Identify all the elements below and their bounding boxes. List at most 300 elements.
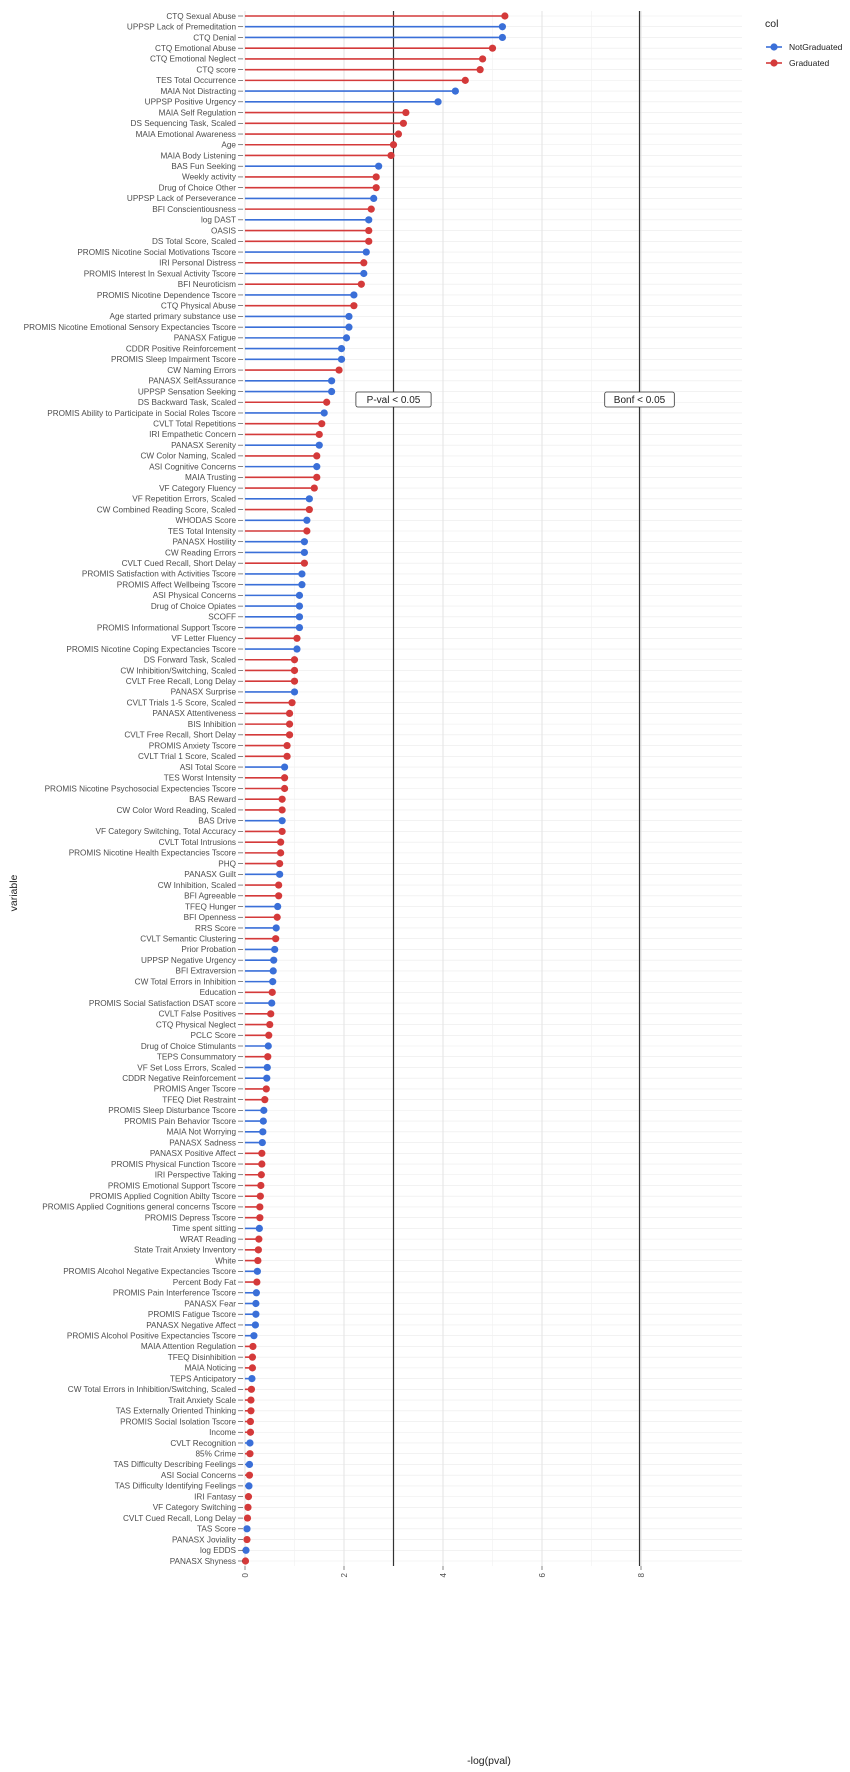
- data-point: [261, 1096, 268, 1103]
- data-point: [279, 796, 286, 803]
- variable-label: PROMIS Anger Tscore: [153, 1084, 236, 1094]
- variable-label: VF Category Switching: [152, 1503, 236, 1513]
- variable-label: MAIA Noticing: [184, 1363, 236, 1373]
- variable-label: MAIA Emotional Awareness: [135, 129, 236, 139]
- data-point: [258, 1160, 265, 1167]
- data-point: [306, 506, 313, 513]
- legend: [765, 18, 843, 68]
- variable-label: RRS Score: [195, 923, 236, 933]
- data-point: [259, 1128, 266, 1135]
- data-point: [395, 130, 402, 137]
- data-point: [402, 109, 409, 116]
- variable-label: BFI Extraversion: [175, 966, 236, 976]
- data-point: [291, 678, 298, 685]
- data-point: [270, 957, 277, 964]
- data-point: [288, 699, 295, 706]
- data-point: [360, 270, 367, 277]
- variable-label: PROMIS Ability to Participate in Social Roles Tscore: [47, 408, 236, 418]
- variable-label: PROMIS Depress Tscore: [144, 1213, 236, 1223]
- x-axis-ticks: [241, 1566, 646, 1577]
- data-point: [301, 549, 308, 556]
- variable-label: TAS Externally Oriented Thinking: [115, 1406, 236, 1416]
- data-point: [260, 1118, 267, 1125]
- data-point: [462, 77, 469, 84]
- data-point: [252, 1321, 259, 1328]
- variable-label: TAS Difficulty Describing Feelings: [113, 1460, 236, 1470]
- data-point: [313, 452, 320, 459]
- variable-label: CVLT Recognition: [170, 1438, 236, 1448]
- data-point: [291, 667, 298, 674]
- variable-label: MAIA Not Distracting: [160, 86, 236, 96]
- variable-label: WHODAS Score: [175, 516, 236, 526]
- data-point: [360, 259, 367, 266]
- threshold-label: [356, 392, 431, 407]
- data-point: [276, 871, 283, 878]
- data-point: [301, 560, 308, 567]
- data-point: [258, 1171, 265, 1178]
- variable-label: PANASX Serenity: [171, 440, 236, 450]
- data-point: [257, 1193, 264, 1200]
- variable-label: PROMIS Nicotine Health Expectancies Tscore: [68, 848, 236, 858]
- data-point: [265, 1032, 272, 1039]
- data-point: [328, 377, 335, 384]
- variable-label: OASIS: [210, 226, 236, 236]
- data-point: [253, 1289, 260, 1296]
- legend-label: Graduated: [789, 58, 830, 68]
- variable-label: TES Worst Intensity: [163, 773, 236, 783]
- variable-label: CW Color Word Reading, Scaled: [116, 805, 236, 815]
- variable-label: ASI Physical Concerns: [152, 591, 236, 601]
- variable-label: ASI Total Score: [179, 762, 236, 772]
- data-point: [365, 227, 372, 234]
- data-point: [434, 98, 441, 105]
- data-point: [373, 173, 380, 180]
- variable-label: UPPSP Negative Urgency: [141, 955, 236, 965]
- variable-label: PROMIS Social Isolation Tscore: [120, 1417, 236, 1427]
- x-tick-label: 0: [241, 1573, 250, 1578]
- variable-label: White: [215, 1256, 236, 1266]
- variable-label: IRI Empathetic Concern: [149, 430, 236, 440]
- data-point: [286, 731, 293, 738]
- variable-label: TFEQ Diet Restraint: [162, 1095, 236, 1105]
- variable-label: CVLT Cued Recall, Long Delay: [122, 1513, 236, 1523]
- variable-label: PROMIS Informational Support Tscore: [96, 623, 236, 633]
- variable-label: PROMIS Applied Cognitions general concerns Tscore: [42, 1202, 236, 1212]
- data-point: [303, 517, 310, 524]
- variable-label: BFI Agreeable: [184, 891, 236, 901]
- data-point: [245, 1482, 252, 1489]
- data-point: [345, 313, 352, 320]
- data-point: [338, 345, 345, 352]
- variable-label: Age started primary substance use: [109, 312, 236, 322]
- data-point: [246, 1472, 253, 1479]
- threshold-label-text: P-val < 0.05: [366, 395, 421, 406]
- variable-label: 85% Crime: [195, 1449, 236, 1459]
- variable-label: CW Color Naming, Scaled: [140, 451, 236, 461]
- variable-label: CVLT Total Intrusions: [158, 837, 236, 847]
- variable-label: PROMIS Nicotine Dependence Tscore: [96, 290, 236, 300]
- data-point: [264, 1053, 271, 1060]
- variable-label: CW Inhibition, Scaled: [157, 880, 236, 890]
- variable-label: PROMIS Pain Interference Tscore: [112, 1288, 236, 1298]
- data-point: [279, 817, 286, 824]
- data-point: [298, 581, 305, 588]
- data-point: [249, 1364, 256, 1371]
- variable-label: Age: [221, 140, 236, 150]
- variable-label: VF Category Switching, Total Accuracy: [95, 827, 236, 837]
- variable-label: TEPS Consummatory: [156, 1052, 236, 1062]
- variable-label: CVLT False Positives: [158, 1009, 236, 1019]
- data-point: [273, 924, 280, 931]
- data-point: [293, 635, 300, 642]
- legend-key-point: [770, 59, 777, 66]
- data-point: [499, 34, 506, 41]
- data-point: [311, 484, 318, 491]
- variable-label: TAS Difficulty Identifying Feelings: [114, 1481, 236, 1491]
- data-point: [328, 388, 335, 395]
- data-point: [269, 978, 276, 985]
- data-point: [252, 1300, 259, 1307]
- variable-label: CW Inhibition/Switching, Scaled: [120, 666, 236, 676]
- variable-label: CVLT Free Recall, Long Delay: [125, 677, 236, 687]
- variable-label: PROMIS Nicotine Psychosocial Expectencies Tscore: [44, 784, 236, 794]
- variable-label: CVLT Cued Recall, Short Delay: [121, 558, 236, 568]
- variable-label: CDDR Positive Reinforcement: [125, 344, 236, 354]
- variable-label: IRI Personal Distress: [159, 258, 236, 268]
- variable-label: PROMIS Social Satisfaction DSAT score: [88, 998, 236, 1008]
- data-point: [345, 324, 352, 331]
- data-point: [489, 45, 496, 52]
- variable-label: WRAT Reading: [179, 1234, 236, 1244]
- variable-label: VF Letter Fluency: [171, 634, 236, 644]
- variable-label: Education: [199, 988, 236, 998]
- variable-label: BFI Neuroticism: [177, 280, 236, 290]
- variable-label: MAIA Trusting: [185, 473, 236, 483]
- variable-label: State Trait Anxiety Inventory: [134, 1245, 236, 1255]
- variable-label: BFI Conscientiousness: [152, 204, 236, 214]
- data-point: [252, 1311, 259, 1318]
- x-tick-label: 8: [637, 1573, 646, 1578]
- variable-label: PROMIS Physical Function Tscore: [111, 1159, 236, 1169]
- variable-label: PANASX Shyness: [169, 1556, 236, 1566]
- variable-label: Weekly activity: [182, 172, 236, 182]
- data-point: [338, 356, 345, 363]
- variable-label: PANASX SelfAssurance: [148, 376, 236, 386]
- variable-label: UPPSP Lack of Perseverance: [126, 194, 236, 204]
- data-point: [269, 989, 276, 996]
- variable-label: CTQ Emotional Neglect: [149, 54, 236, 64]
- data-point: [275, 892, 282, 899]
- data-point: [258, 1150, 265, 1157]
- variable-label: log EDDS: [200, 1546, 236, 1556]
- data-point: [268, 999, 275, 1006]
- variable-label: IRI Fantasy: [194, 1492, 236, 1502]
- data-point: [279, 828, 286, 835]
- data-point: [400, 120, 407, 127]
- variable-label: Drug of Choice Stimulants: [140, 1041, 236, 1051]
- variable-label: PROMIS Emotional Support Tscore: [107, 1181, 236, 1191]
- variable-label: PROMIS Nicotine Coping Expectancies Tscore: [66, 644, 236, 654]
- data-point: [318, 420, 325, 427]
- variable-label: PANASX Fear: [184, 1299, 236, 1309]
- variable-label: CTQ Sexual Abuse: [166, 11, 236, 21]
- data-point: [373, 184, 380, 191]
- data-point: [254, 1257, 261, 1264]
- data-point: [499, 23, 506, 30]
- data-point: [243, 1525, 250, 1532]
- data-point: [477, 66, 484, 73]
- data-point: [368, 206, 375, 213]
- y-axis-labels: [24, 12, 243, 1566]
- data-point: [247, 1418, 254, 1425]
- variable-label: PANASX Guilt: [184, 870, 236, 880]
- variable-label: CTQ Physical Neglect: [155, 1020, 236, 1030]
- data-point: [279, 806, 286, 813]
- variable-label: VF Repetition Errors, Scaled: [132, 494, 236, 504]
- data-point: [296, 624, 303, 631]
- variable-label: CW Total Errors in Inhibition: [134, 977, 236, 987]
- variable-label: Prior Probation: [181, 945, 236, 955]
- data-point: [301, 538, 308, 545]
- data-point: [247, 1396, 254, 1403]
- variable-label: TEPS Anticipatory: [170, 1374, 236, 1384]
- data-point: [245, 1493, 252, 1500]
- data-point: [479, 55, 486, 62]
- data-point: [267, 1010, 274, 1017]
- x-tick-label: 2: [340, 1573, 349, 1578]
- data-point: [316, 431, 323, 438]
- variable-label: PCLC Score: [190, 1031, 236, 1041]
- data-point: [274, 903, 281, 910]
- variable-label: PROMIS Sleep Disturbance Tscore: [108, 1106, 236, 1116]
- data-point: [313, 474, 320, 481]
- variable-label: UPPSP Lack of Premeditation: [126, 22, 236, 32]
- variable-label: PROMIS Anxiety Tscore: [148, 741, 236, 751]
- data-point: [247, 1429, 254, 1436]
- data-point: [272, 935, 279, 942]
- variable-label: Time spent sitting: [172, 1224, 236, 1234]
- data-point: [350, 291, 357, 298]
- variable-label: MAIA Not Worrying: [166, 1127, 236, 1137]
- variable-label: CDDR Negative Reinforcement: [122, 1073, 236, 1083]
- data-point: [255, 1236, 262, 1243]
- data-point: [256, 1225, 263, 1232]
- data-point: [246, 1450, 253, 1457]
- variable-label: MAIA Body Listening: [160, 151, 236, 161]
- data-point: [316, 442, 323, 449]
- data-point: [265, 1042, 272, 1049]
- data-point: [286, 710, 293, 717]
- data-point: [274, 914, 281, 921]
- data-point: [387, 152, 394, 159]
- threshold-label: [605, 392, 675, 407]
- variable-label: PROMIS Nicotine Emotional Sensory Expectancies Tscore: [23, 322, 236, 332]
- variable-label: BAS Reward: [189, 795, 236, 805]
- data-point: [244, 1514, 251, 1521]
- variable-label: TES Total Intensity: [167, 526, 236, 536]
- data-point: [246, 1439, 253, 1446]
- data-point: [365, 238, 372, 245]
- variable-label: ASI Cognitive Concerns: [149, 462, 236, 472]
- data-point: [271, 946, 278, 953]
- variable-label: ASI Social Concerns: [160, 1470, 236, 1480]
- data-point: [260, 1107, 267, 1114]
- data-point: [242, 1547, 249, 1554]
- variable-label: BAS Drive: [198, 816, 236, 826]
- variable-label: PROMIS Interest In Sexual Activity Tscore: [83, 269, 236, 279]
- data-point: [363, 248, 370, 255]
- data-point: [264, 1064, 271, 1071]
- variable-label: CTQ Emotional Abuse: [154, 43, 236, 53]
- variable-label: PROMIS Alcohol Positive Expectancies Tscore: [66, 1331, 236, 1341]
- variable-label: CVLT Free Recall, Short Delay: [124, 730, 236, 740]
- variable-label: PHQ: [218, 859, 236, 869]
- data-point: [313, 463, 320, 470]
- data-point: [350, 302, 357, 309]
- data-point: [249, 1343, 256, 1350]
- variable-label: DS Backward Task, Scaled: [137, 398, 236, 408]
- variable-label: UPPSP Sensation Seeking: [137, 387, 236, 397]
- data-point: [253, 1278, 260, 1285]
- variable-label: PANASX Joviality: [171, 1535, 236, 1545]
- data-point: [291, 656, 298, 663]
- data-point: [298, 570, 305, 577]
- variable-label: PROMIS Pain Behavior Tscore: [124, 1116, 236, 1126]
- variable-label: CTQ Denial: [193, 33, 236, 43]
- data-point: [281, 785, 288, 792]
- data-point: [243, 1536, 250, 1543]
- data-point: [286, 721, 293, 728]
- variable-label: Drug of Choice Opiates: [150, 601, 236, 611]
- variable-label: PROMIS Applied Cognition Abilty Tscore: [89, 1192, 236, 1202]
- variable-label: PROMIS Alcohol Negative Expectancies Tscore: [63, 1267, 236, 1277]
- variable-label: CW Total Errors in Inhibition/Switching, Scaled: [67, 1385, 236, 1395]
- data-point: [296, 592, 303, 599]
- variable-label: PANASX Attentiveness: [152, 709, 236, 719]
- data-point: [335, 366, 342, 373]
- legend-label: NotGraduated: [789, 42, 843, 52]
- data-point: [250, 1332, 257, 1339]
- data-point: [244, 1504, 251, 1511]
- variable-label: CVLT Total Repetitions: [153, 419, 236, 429]
- data-point: [321, 409, 328, 416]
- data-point: [281, 763, 288, 770]
- data-point: [256, 1203, 263, 1210]
- variable-label: SCOFF: [208, 612, 236, 622]
- data-point: [270, 967, 277, 974]
- variable-label: BIS Inhibition: [187, 719, 236, 729]
- variable-label: CVLT Semantic Clustering: [140, 934, 236, 944]
- data-point: [263, 1075, 270, 1082]
- data-point: [247, 1407, 254, 1414]
- data-point: [246, 1461, 253, 1468]
- data-point: [248, 1375, 255, 1382]
- data-point: [296, 613, 303, 620]
- legend-key-point: [770, 43, 777, 50]
- data-point: [257, 1182, 264, 1189]
- variable-label: Percent Body Fat: [172, 1277, 236, 1287]
- data-point: [256, 1214, 263, 1221]
- data-point: [501, 12, 508, 19]
- variable-label: DS Sequencing Task, Scaled: [130, 119, 236, 129]
- data-point: [259, 1139, 266, 1146]
- variable-label: TFEQ Hunger: [185, 902, 236, 912]
- variable-label: PROMIS Nicotine Social Motivations Tscore: [77, 247, 236, 257]
- variable-label: PROMIS Satisfaction with Activities Tscore: [81, 569, 236, 579]
- variable-label: BFI Openness: [183, 913, 236, 923]
- x-axis-title: -log(pval): [467, 1755, 511, 1767]
- variable-label: Trait Anxiety Scale: [168, 1395, 236, 1405]
- variable-label: CTQ Physical Abuse: [160, 301, 236, 311]
- data-point: [291, 688, 298, 695]
- data-point: [266, 1021, 273, 1028]
- variable-label: PANASX Sadness: [169, 1138, 236, 1148]
- data-point: [263, 1085, 270, 1092]
- data-point: [343, 334, 350, 341]
- data-point: [370, 195, 377, 202]
- data-point: [283, 753, 290, 760]
- variable-label: MAIA Attention Regulation: [140, 1342, 236, 1352]
- data-point: [275, 881, 282, 888]
- variable-label: PANASX Hostility: [172, 537, 236, 547]
- variable-label: DS Total Score, Scaled: [151, 237, 236, 247]
- data-point: [390, 141, 397, 148]
- x-tick-label: 4: [439, 1573, 448, 1578]
- data-point: [323, 399, 330, 406]
- x-tick-label: 6: [538, 1573, 547, 1578]
- variable-label: UPPSP Positive Urgency: [144, 97, 236, 107]
- variable-label: CVLT Trials 1-5 Score, Scaled: [126, 698, 236, 708]
- data-point: [365, 216, 372, 223]
- variable-label: TFEQ Disinhibition: [167, 1352, 236, 1362]
- data-point: [296, 603, 303, 610]
- variable-label: Income: [209, 1428, 236, 1438]
- data-point: [254, 1268, 261, 1275]
- variable-label: CVLT Trial 1 Score, Scaled: [138, 752, 236, 762]
- variable-label: DS Forward Task, Scaled: [143, 655, 236, 665]
- threshold-label-text: Bonf < 0.05: [613, 395, 666, 406]
- variable-label: CTQ score: [196, 65, 236, 75]
- data-point: [375, 163, 382, 170]
- variable-label: PROMIS Affect Wellbeing Tscore: [116, 580, 236, 590]
- variable-label: PROMIS Fatigue Tscore: [147, 1310, 236, 1320]
- data-point: [255, 1246, 262, 1253]
- variable-label: Drug of Choice Other: [158, 183, 236, 193]
- data-point: [277, 849, 284, 856]
- data-point: [281, 774, 288, 781]
- variable-label: log DAST: [200, 215, 236, 225]
- data-point: [358, 281, 365, 288]
- legend-title: col: [765, 18, 779, 30]
- data-point: [293, 645, 300, 652]
- variable-label: PANASX Fatigue: [173, 333, 236, 343]
- variable-label: CW Naming Errors: [167, 365, 236, 375]
- variable-label: IRI Perspective Taking: [154, 1170, 236, 1180]
- data-point: [276, 860, 283, 867]
- variable-label: VF Category Fluency: [159, 483, 236, 493]
- variable-label: PANASX Positive Affect: [149, 1149, 236, 1159]
- variable-label: VF Set Loss Errors, Scaled: [137, 1063, 236, 1073]
- variable-label: BAS Fun Seeking: [171, 162, 236, 172]
- variable-label: PANASX Surprise: [170, 687, 236, 697]
- variable-label: MAIA Self Regulation: [158, 108, 236, 118]
- data-point: [303, 527, 310, 534]
- data-point: [277, 839, 284, 846]
- variable-label: TES Total Occurrence: [156, 76, 236, 86]
- variable-label: TAS Score: [197, 1524, 236, 1534]
- data-point: [306, 495, 313, 502]
- variable-label: CW Reading Errors: [165, 548, 236, 558]
